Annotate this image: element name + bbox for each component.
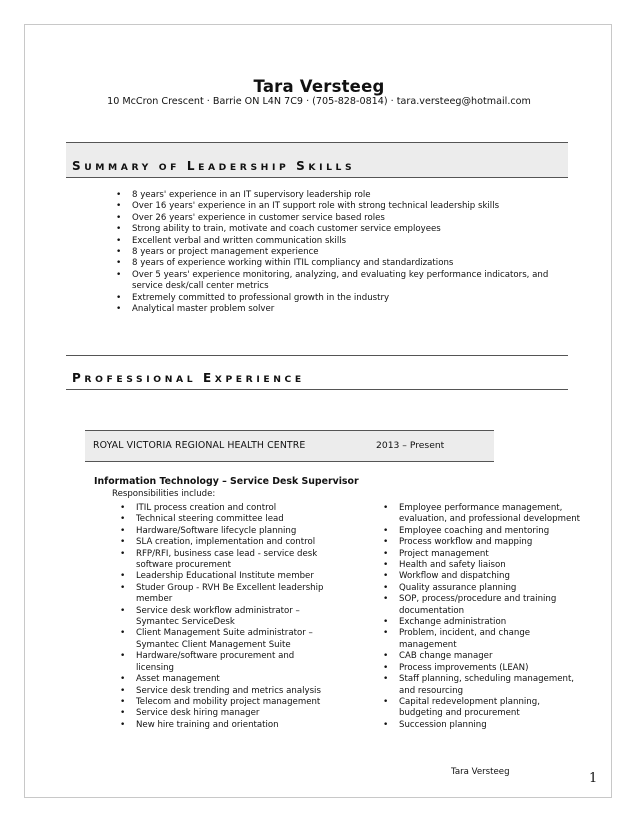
list-item: • Process improvements (LEAN) <box>383 663 583 674</box>
list-item: • Excellent verbal and written communication skills <box>116 236 566 247</box>
employer-name: ROYAL VICTORIA REGIONAL HEALTH CENTRE <box>93 440 306 451</box>
list-item: • 8 years' experience in an IT supervisory leadership role <box>116 190 566 201</box>
list-item: • Over 16 years' experience in an IT support role with strong technical leadership skills <box>116 201 566 212</box>
list-item: • Quality assurance planning <box>383 583 583 594</box>
page-number: 1 <box>589 771 598 786</box>
list-item: • Client Management Suite administrator – Symantec Client Management Suite <box>120 628 325 651</box>
candidate-name: Tara Versteeg <box>253 77 385 96</box>
list-item: • 8 years of experience working within ITIL compliancy and standardizations <box>116 258 566 269</box>
list-item: • Hardware/software procurement and licensing <box>120 651 325 674</box>
list-item: • Service desk trending and metrics analysis <box>120 686 325 697</box>
experience-bottom-rule <box>66 389 568 390</box>
list-item: • Over 26 years' experience in customer service based roles <box>116 213 566 224</box>
list-item: • Strong ability to train, motivate and coach customer service employees <box>116 224 566 235</box>
summary-heading: SUMMARY OF LEADERSHIP SKILLS <box>72 159 356 173</box>
experience-top-rule <box>66 355 568 356</box>
list-item: • SLA creation, implementation and control <box>120 537 325 548</box>
list-item: • Service desk hiring manager <box>120 708 325 719</box>
list-item: • Analytical master problem solver <box>116 304 566 315</box>
list-item: • Process workflow and mapping <box>383 537 583 548</box>
summary-bottom-rule <box>66 177 568 178</box>
experience-heading: PROFESSIONAL EXPERIENCE <box>72 371 305 385</box>
list-item: • Leadership Educational Institute member <box>120 571 325 582</box>
responsibilities-left-list <box>120 503 325 731</box>
list-item: • Employee coaching and mentoring <box>383 526 583 537</box>
list-item: • Telecom and mobility project management <box>120 697 325 708</box>
list-item: • Hardware/Software lifecycle planning <box>120 526 325 537</box>
list-item: • Over 5 years' experience monitoring, analyzing, and evaluating key performance indicators, and service desk/call center metrics <box>116 270 566 293</box>
list-item: • Employee performance management, evaluation, and professional development <box>383 503 583 526</box>
list-item: • Problem, incident, and change management <box>383 628 583 651</box>
footer-name: Tara Versteeg <box>451 767 510 777</box>
list-item: • SOP, process/procedure and training documentation <box>383 594 583 617</box>
list-item: • ITIL process creation and control <box>120 503 325 514</box>
responsibilities-right-list <box>383 503 583 731</box>
list-item: • CAB change manager <box>383 651 583 662</box>
employer-box <box>85 430 494 462</box>
list-item: • Asset management <box>120 674 325 685</box>
list-item: • Service desk workflow administrator – Symantec ServiceDesk <box>120 606 325 629</box>
list-item: • Project management <box>383 549 583 560</box>
list-item: • Succession planning <box>383 720 583 731</box>
list-item: • 8 years or project management experience <box>116 247 566 258</box>
job-title: Information Technology – Service Desk Supervisor <box>94 476 359 487</box>
list-item: • Workflow and dispatching <box>383 571 583 582</box>
list-item: • Exchange administration <box>383 617 583 628</box>
list-item: • Health and safety liaison <box>383 560 583 571</box>
contact-line: 10 McCron Crescent · Barrie ON L4N 7C9 · (705-828-0814) · tara.versteeg@hotmail.com <box>107 96 531 107</box>
list-item: • New hire training and orientation <box>120 720 325 731</box>
list-item: • Technical steering committee lead <box>120 514 325 525</box>
employment-dates: 2013 – Present <box>376 440 445 451</box>
summary-list <box>116 190 566 315</box>
list-item: • Extremely committed to professional growth in the industry <box>116 293 566 304</box>
list-item: • Staff planning, scheduling management, and resourcing <box>383 674 583 697</box>
responsibilities-label: Responsibilities include: <box>112 489 216 499</box>
list-item: • RFP/RFI, business case lead - service desk software procurement <box>120 549 325 572</box>
list-item: • Capital redevelopment planning, budgeting and procurement <box>383 697 583 720</box>
list-item: • Studer Group - RVH Be Excellent leadership member <box>120 583 325 606</box>
